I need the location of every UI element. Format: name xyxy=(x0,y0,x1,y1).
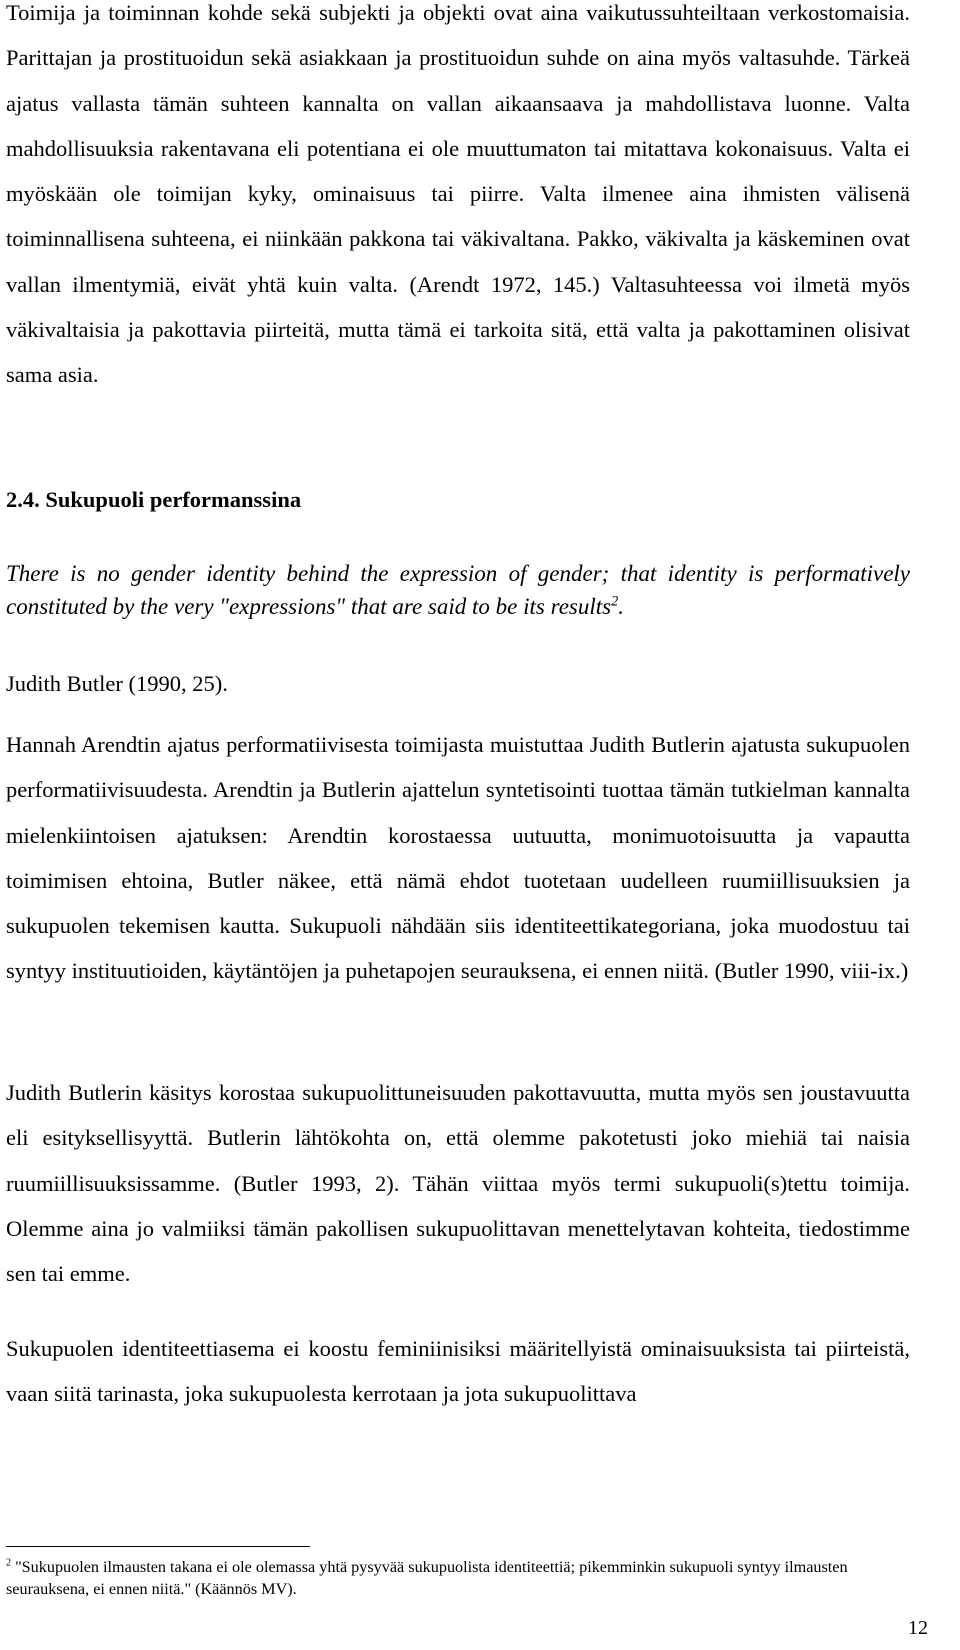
footnote-number: 2 xyxy=(6,1557,12,1569)
body-paragraph-power: Toimija ja toiminnan kohde sekä subjekti ja objekti ovat aina vaikutussuhteiltaan verkostomaisia. Parittajan ja prostituoidun sekä asiakkaan ja prostituoidun suhde on aina myös valtasuhde. Tärkeä ajatus vallasta tämän suhteen kannalta on vallan aikaansaava ja mahdollistava luonne. Valta mahdollisuuksia rakentavana eli potentiana ei ole muuttumaton tai mitattava kokonaisuus. Valta ei myöskään ole toimijan kyky, ominaisuus tai piirre. Valta ilmenee aina ihmisten välisenä toiminnallisena suhteena, ei niinkään pakkona tai väkivaltana. Pakko, väkivalta ja käskeminen ovat vallan ilmentymiä, eivät yhtä kuin valta. (Arendt 1972, 145.) Valtasuhteessa voi ilmetä myös väkivaltaisia ja pakottavia piirteitä, mutta tämä ei tarkoita sitä, että valta ja pakottaminen olisivat sama asia. xyxy=(6,0,910,388)
footnote-separator xyxy=(6,1546,310,1547)
page-number: 12 xyxy=(908,1617,928,1639)
footnote-reference[interactable]: 2 xyxy=(611,593,619,610)
footnote-text: "Sukupuolen ilmausten takana ei ole olemassa yhtä pysyvää sukupuolista identiteettiä; pikemminkin sukupuoli syntyy ilmausten seurauksena, ei ennen niitä." (Käännös MV). xyxy=(6,1558,848,1598)
body-paragraph-gender-identity: Sukupuolen identiteettiasema ei koostu feminiinisiksi määritellyistä ominaisuuksista tai piirteistä, vaan siitä tarinasta, joka sukupuolesta kerrotaan ja jota sukupuolittava xyxy=(6,1336,910,1407)
footnote xyxy=(6,1556,910,1600)
epigraph-attribution: Judith Butler (1990, 25). xyxy=(6,671,228,696)
body-paragraph-arendt-butler: Hannah Arendtin ajatus performatiivisesta toimijasta muistuttaa Judith Butlerin ajatusta sukupuolen performatiivisuudesta. Arendtin ja Butlerin ajattelun syntetisointi tuottaa tämän tutkielman kannalta mielenkiintoisen ajatuksen: Arendtin korostaessa uutuutta, monimuotoisuutta ja vapautta toimimisen ehtoina, Butler näkee, että nämä ehdot tuotetaan uudelleen ruumiillisuuksien ja sukupuolen tekemisen kautta. Sukupuoli nähdään siis identiteettikategoriana, joka muodostuu tai syntyy instituutioiden, käytäntöjen ja puhetapojen seurauksena, ei ennen niitä. (Butler 1990, viii-ix.) xyxy=(6,732,910,984)
section-heading: 2.4. Sukupuoli performanssina xyxy=(6,487,302,512)
epigraph-quote-text: There is no gender identity behind the expression of gender; that identity is performatively constituted by the very "expressions" that are said to be its results xyxy=(6,561,910,619)
epigraph-quote xyxy=(6,557,910,623)
epigraph-quote-end: . xyxy=(618,594,624,619)
body-paragraph-butler-concept: Judith Butlerin käsitys korostaa sukupuolittuneisuuden pakottavuutta, mutta myös sen joustavuutta eli esityksellisyyttä. Butlerin lähtökohta on, että olemme pakotetusti joko miehiä tai naisia ruumiillisuuksissamme. (Butler 1993, 2). Tähän viittaa myös termi sukupuoli(s)tettu toimija. Olemme aina jo valmiiksi tämän pakollisen sukupuolittavan menettelytavan kohteita, tiedostimme sen tai emme. xyxy=(6,1080,910,1287)
